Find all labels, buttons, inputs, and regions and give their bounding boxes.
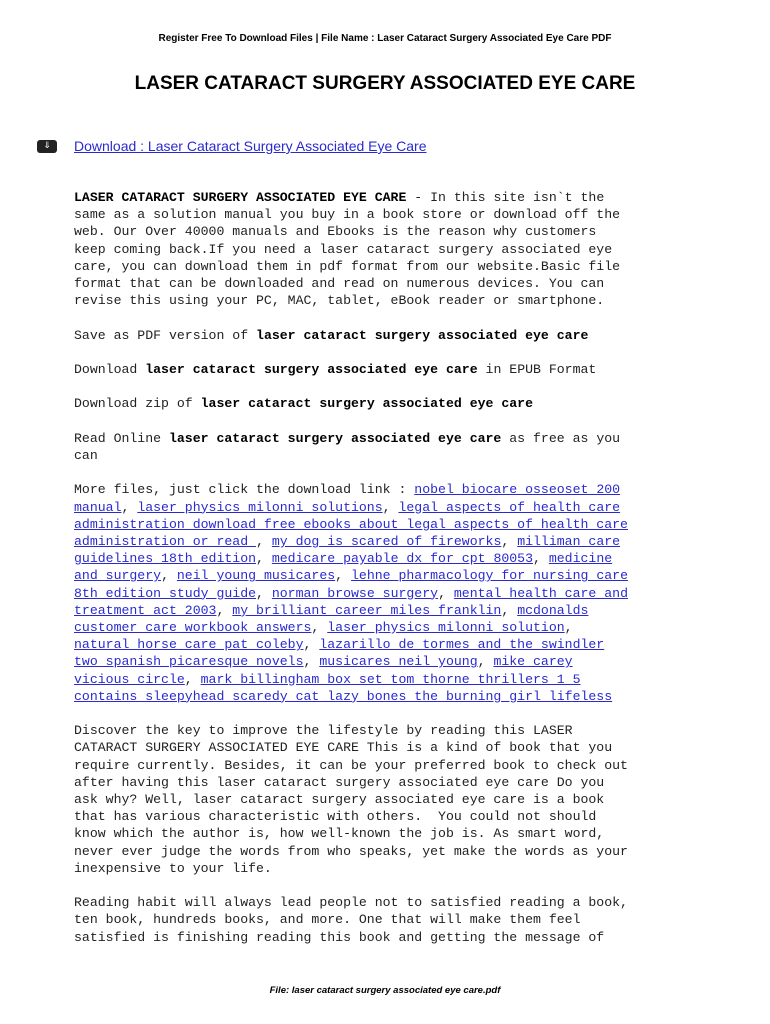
more-files-link[interactable]: legal aspects of health care (398, 499, 621, 515)
intro-paragraph: LASER CATARACT SURGERY ASSOCIATED EYE CARE - In this site isn`t the same as a solution manual you buy in a book store or download off the web. Our Over 40000 manuals and Ebooks is the reason why customers keep coming back.If you need a laser cataract surgery associated eye care, you can download them in pdf format from our website.Basic file format that can be downloaded and read on numerous devices. You can revise this using your PC, MAC, tablet, eBook reader or smartphone. (74, 190, 621, 309)
more-files-link[interactable]: 8th edition study guide (74, 585, 257, 601)
more-files-link[interactable]: neil young musicares (176, 568, 336, 584)
more-files-link[interactable]: administration or read (74, 533, 257, 549)
more-files-link[interactable]: milliman care (517, 533, 621, 549)
more-files-link[interactable]: contains sleepyhead scaredy cat lazy bones the burning girl lifeless (74, 688, 613, 704)
more-files-link[interactable]: mental health care and (453, 585, 628, 601)
more-files-link[interactable]: mark billingham box set tom thorne thrillers 1 5 (200, 671, 581, 687)
more-files-link[interactable]: norman browse surgery (271, 585, 439, 601)
more-files-link[interactable]: laser physics milonni solutions (137, 499, 383, 515)
more-files-link[interactable]: medicare payable dx for cpt 80053 (271, 551, 534, 567)
more-files-link[interactable]: lehne pharmacology for nursing care (351, 568, 628, 584)
page-footer: File: laser cataract surgery associated eye care.pdf (269, 985, 501, 996)
read-online-paragraph: Read Online laser cataract surgery associated eye care as free as you can (74, 430, 621, 463)
more-files-link[interactable]: lazarillo de tormes and the swindler (319, 637, 605, 653)
more-files-paragraph: More files, just click the download link : nobel biocare osseoset 200 manual, laser physics milonni solutions, legal aspects of health care administration download free ebooks about legal aspects of health care administration or read , my dog is scared of fireworks, milliman care guidelines 18th edition, medicare payable dx for cpt 80053, medicine and surgery, neil young musicares, lehne pharmacology for nursing care 8th edition study guide, norman browse surgery, mental health care and treatment act 2003, my brilliant career miles franklin, mcdonalds customer care workbook answers, laser physics milonni solution, natural horse care pat coleby, lazarillo de tormes and the swindler two spanish picaresque novels, musicares neil young, mike carey vicious circle, mark billingham box set tom thorne thrillers 1 5 contains sleepyhead scaredy cat lazy bones the burning girl lifeless (74, 482, 628, 704)
discover-paragraph: Discover the key to improve the lifestyle by reading this LASER CATARACT SURGERY ASSOCIATED EYE CARE This is a kind of book that you require currently. Besides, it can be your preferred book to check out after having this laser cataract surgery associated eye care Do you ask why? Well, laser cataract surgery associated eye care is a book that has various characteristic with others. You could not should know which the author is, how well-known the job is. As smart word, never ever judge the words from who speaks, yet make the words as your inexpensive to your life. (74, 723, 628, 876)
document-title: LASER CATARACT SURGERY ASSOCIATED EYE CARE (134, 73, 636, 94)
more-files-link[interactable]: treatment act 2003 (74, 602, 217, 618)
more-files-link[interactable]: mike carey (493, 654, 573, 670)
more-files-link[interactable]: guidelines 18th edition (74, 551, 257, 567)
document-body (74, 189, 734, 963)
download-link[interactable]: Download : Laser Cataract Surgery Associated Eye Care (74, 138, 427, 154)
intro-bold-title: LASER CATARACT SURGERY ASSOCIATED EYE CARE (74, 190, 407, 205)
save-pdf-paragraph: Save as PDF version of laser cataract surgery associated eye care (74, 327, 589, 343)
more-files-link[interactable]: and surgery (74, 568, 162, 584)
more-files-link[interactable]: musicares neil young (319, 654, 478, 670)
more-files-link[interactable]: my brilliant career miles franklin (232, 602, 502, 618)
more-files-link[interactable]: vicious circle (74, 671, 185, 687)
page-header: Register Free To Download Files | File Name : Laser Cataract Surgery Associated Eye Care PDF (158, 33, 612, 44)
more-files-link[interactable]: mcdonalds (517, 602, 589, 618)
more-files-link[interactable]: my dog is scared of fireworks (271, 533, 502, 549)
more-files-link[interactable]: two spanish picaresque novels (74, 654, 304, 670)
zip-paragraph: Download zip of laser cataract surgery associated eye care (74, 396, 534, 412)
epub-paragraph: Download laser cataract surgery associated eye care in EPUB Format (74, 362, 597, 377)
more-files-link[interactable]: administration download free ebooks about legal aspects of health care (74, 516, 628, 532)
more-files-link[interactable]: natural horse care pat coleby (74, 637, 304, 653)
more-files-link[interactable]: laser physics milonni solution (327, 620, 565, 635)
more-files-link[interactable]: manual (74, 499, 122, 515)
reading-paragraph: Reading habit will always lead people not to satisfied reading a book, ten book, hundreds books, and more. One that will make them feel satisfied is finishing reading this book and getting the message of (74, 895, 628, 945)
download-arrow-icon[interactable]: ⇓ (37, 140, 57, 153)
more-files-link[interactable]: customer care workbook answers (74, 620, 312, 635)
more-files-link[interactable]: medicine (548, 551, 613, 567)
more-files-link[interactable]: nobel biocare osseoset 200 (414, 482, 621, 498)
